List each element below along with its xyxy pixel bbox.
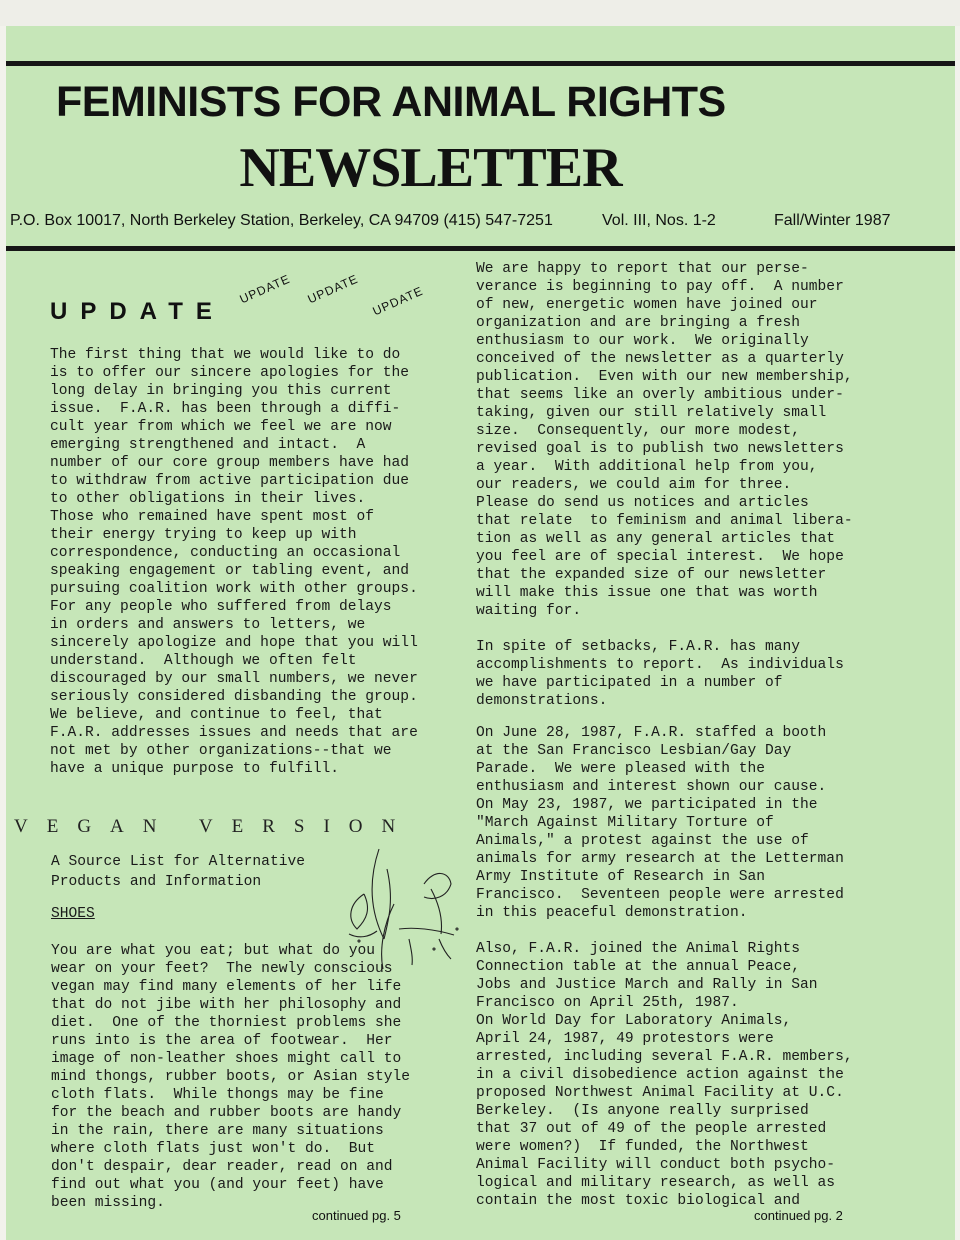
vegan-body: You are what you eat; but what do you wear on your feet? The newly conscious vegan may find many elements of her life that do not jibe with her philosophy and diet. One of the thorniest problems she runs into is the area of footwear. Her image of non-leather shoes might call to mind thongs, rubber boots, or Asian style cloth flats. While thongs may be fine for the beach and rubber boots are handy in the rain, there are many situations where cloth flats just won't do. But don't despair, dear reader, read on and find out what you (and your feet) have been missing. xyxy=(51,943,411,1211)
top-rule xyxy=(6,61,955,66)
right-continued: continued pg. 2 xyxy=(754,1208,843,1223)
update-stamp-3: UPDATE xyxy=(370,283,426,319)
vegan-subtitle: A Source List for Alternative Products and Information xyxy=(51,854,305,890)
vegan-continued: continued pg. 5 xyxy=(312,1208,401,1223)
update-heading: UPDATE xyxy=(50,298,225,325)
right-paragraph-4: Also, F.A.R. joined the Animal Rights Connection table at the annual Peace, Jobs and Justice March and Rally in San Francisco on April 25th, 1987. On World Day for Laboratory Animals, April 24, 1987, 49 protestors were arrested, including several F.A.R. members, in a civil disobedience action against the proposed Northwest Animal Facility at U.C. Berkeley. (Is anyone really surprised that 37 out of 49 of the people arrested were women?) If funded, the Northwest Animal Facility will conduct both psycho- logical and military research, as well as contain the most toxic biological and xyxy=(476,941,853,1209)
update-stamp-1: UPDATE xyxy=(237,271,293,307)
header-bottom-rule xyxy=(6,246,955,251)
shoes-subheading: SHOES xyxy=(51,906,95,922)
scan-top-edge xyxy=(0,0,960,26)
right-paragraph-1: We are happy to report that our perse- verance is beginning to pay off. A number of new, energetic women have joined our organization and are bringing a fresh enthusiasm to our work. We originally conceived of the newsletter as a quarterly publication. Even with our new membership, that seems like an overly ambitious under- taking, given our still relatively small size. Consequently, our more modest, revised goal is to publish two newsletters a year. With additional help from you, our readers, we could aim for three. Please do send us notices and articles that relate to feminism and animal libera- tion as well as any general articles that you feel are of special interest. We hope that the expanded size of our newsletter will make this issue one that was worth waiting for. xyxy=(476,261,853,619)
masthead-title: FEMINISTS FOR ANIMAL RIGHTS xyxy=(56,78,726,126)
masthead-volume: Vol. III, Nos. 1-2 xyxy=(602,212,716,229)
masthead-season: Fall/Winter 1987 xyxy=(774,212,891,229)
update-body: The first thing that we would like to do is to offer our sincere apologies for the long delay in bringing you this current issue. F.A.R. has been through a diffi- cult year from which we feel we are now emerging strengthened and intact. A number of our core group members have had to withdraw from active participation due to other obligations in their lives. Those who remained have spent most of their energy trying to keep up with correspondence, conducting an occasional speaking engagement or tabling event, and pursuing coalition work with other groups. For any people who suffered from delays in orders and answers to letters, we sincerely apologize and hope that you will understand. Although we often felt discouraged by our small numbers, we never seriously considered disbanding the group. We believe, and continue to feel, that F.A.R. addresses issues and needs that are not met by other organizations--that we have a unique purpose to fulfill. xyxy=(50,347,418,777)
vegan-version-heading: VEGAN VERSION xyxy=(14,816,415,837)
right-paragraph-3: On June 28, 1987, F.A.R. staffed a booth at the San Francisco Lesbian/Gay Day Parade. We were pleased with the enthusiasm and interest shown our cause. On May 23, 1987, we participated in the "March Against Military Torture of Animals," a protest against the use of animals for army research at the Letterman Army Institute of Research in San Francisco. Seventeen people were arrested in this peaceful demonstration. xyxy=(476,725,844,921)
masthead-subtitle: NEWSLETTER xyxy=(239,137,622,199)
update-stamp-2: UPDATE xyxy=(305,271,361,307)
masthead-address: P.O. Box 10017, North Berkeley Station, Berkeley, CA 94709 (415) 547-7251 xyxy=(10,212,553,229)
newsletter-page xyxy=(6,26,955,1240)
right-paragraph-2: In spite of setbacks, F.A.R. has many accomplishments to report. As individuals we have participated in a number of demonstrations. xyxy=(476,639,844,709)
